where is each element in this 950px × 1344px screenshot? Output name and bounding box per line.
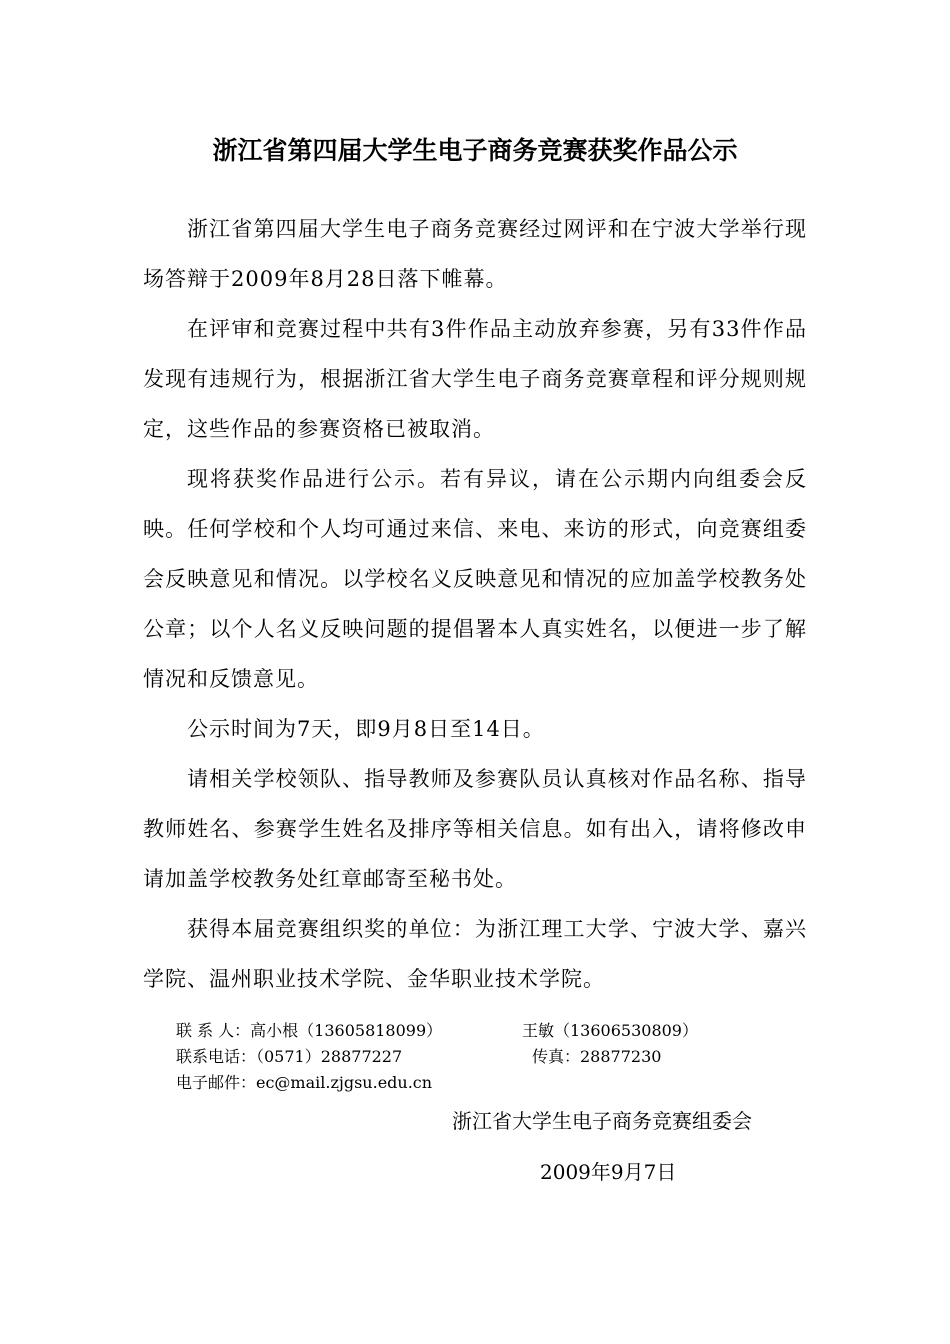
paragraph-verification: 请相关学校领队、指导教师及参赛队员认真核对作品名称、指导教师姓名、参赛学生姓名及排序等相关信息。如有出入，请将修改申请加盖学校教务处红章邮寄至秘书处。 bbox=[143, 767, 807, 891]
contact-fax: 传真：28877230 bbox=[532, 1047, 662, 1066]
document-title: 浙江省第四届大学生电子商务竞赛获奖作品公示 bbox=[212, 136, 738, 165]
contact-email-row bbox=[176, 1070, 816, 1096]
contact-block bbox=[176, 1018, 816, 1096]
paragraph-disqualification: 在评审和竞赛过程中共有3件作品主动放弃参赛，另有33件作品发现有违规行为，根据浙江省大学生电子商务竞赛章程和评分规则规定，这些作品的参赛资格已被取消。 bbox=[143, 317, 807, 441]
document-body bbox=[143, 204, 807, 1004]
contact-person: 联 系 人：高小根（13605818099） bbox=[176, 1021, 443, 1040]
contact-person-2: 王敏（13606530809） bbox=[522, 1021, 698, 1040]
contact-phone: 联系电话：（0571）28877227 bbox=[176, 1047, 403, 1066]
contact-email: 电子邮件：ec@mail.zjgsu.edu.cn bbox=[176, 1073, 433, 1092]
paragraph-results: 浙江省第四届大学生电子商务竞赛经过网评和在宁波大学举行现场答辩于2009年8月28日落下帷幕。 bbox=[143, 217, 807, 291]
contact-person-row bbox=[176, 1018, 816, 1044]
paragraph-objections: 现将获奖作品进行公示。若有异议，请在公示期内向组委会反映。任何学校和个人均可通过来信、来电、来访的形式，向竞赛组委会反映意见和情况。以学校名义反映意见和情况的应加盖学校教务处公章；以个人名义反映问题的提倡署本人真实姓名，以便进一步了解情况和反馈意见。 bbox=[143, 467, 807, 691]
contact-phone-row bbox=[176, 1044, 816, 1070]
paragraph-organization-award: 获得本届竞赛组织奖的单位：为浙江理工大学、宁波大学、嘉兴学院、温州职业技术学院、金华职业技术学院。 bbox=[143, 917, 807, 991]
signature-organization: 浙江省大学生电子商务竞赛组委会 bbox=[452, 1109, 752, 1133]
signature-date: 2009年9月7日 bbox=[540, 1160, 677, 1184]
paragraph-publicity-period: 公示时间为7天，即9月8日至14日。 bbox=[187, 717, 545, 741]
